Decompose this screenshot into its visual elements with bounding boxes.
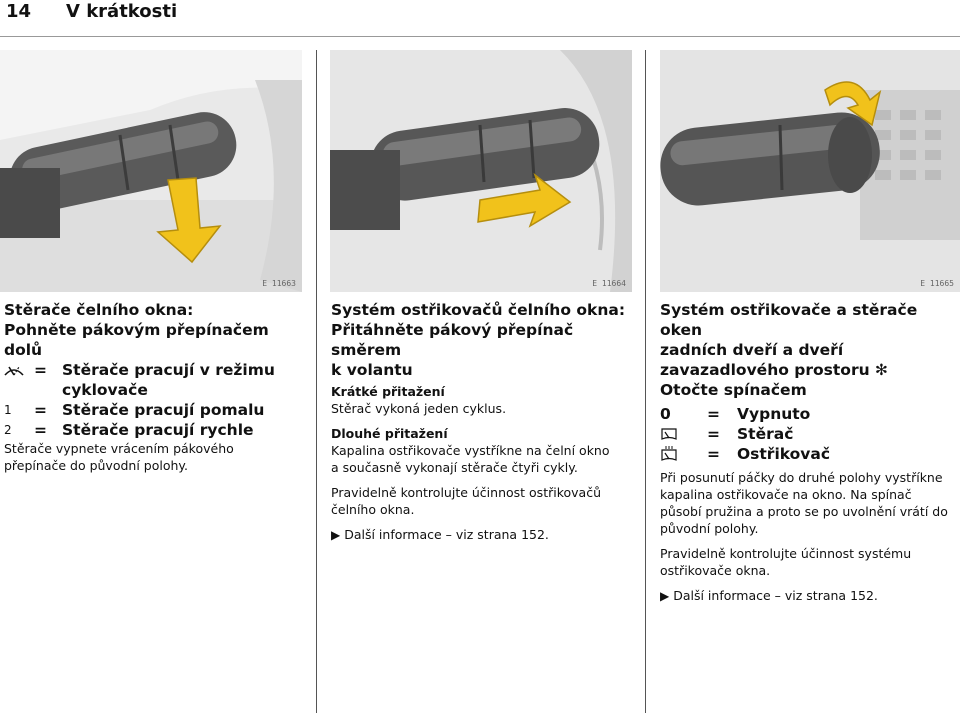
long-pull-text: Kapalina ostřikovače vystříkne na čelní okno — [331, 443, 610, 458]
long-pull-title: Dlouhé přitažení — [331, 426, 448, 441]
check-text: Pravidelně kontrolujte účinnost ostřikovačů — [331, 485, 601, 500]
photo-stalk-pull — [330, 50, 632, 292]
section-heading: Stěrače čelního okna: — [4, 301, 194, 319]
short-pull-title: Krátké přitažení — [331, 384, 445, 399]
section-rear-wiper — [660, 300, 956, 605]
check-text: Pravidelně kontrolujte účinnost systému — [660, 546, 912, 561]
header-rule — [0, 36, 960, 37]
info-text: Při posunutí páčky do druhé polohy vystříkne — [660, 470, 943, 485]
section-heading: zadních dveří a dveří — [660, 341, 844, 359]
section-heading: zavazadlového prostoru ✻ — [660, 361, 889, 379]
section-heading: Pohněte pákovým přepínačem dolů — [4, 321, 269, 359]
section-heading: k volantu — [331, 361, 413, 379]
page-title: V krátkosti — [66, 1, 178, 22]
wiper-option-interval: = Stěrače pracují v režimu cyklovače — [4, 360, 304, 400]
info-text: působí pružina a proto se po uvolnění vrátí do — [660, 504, 948, 519]
page-number: 14 — [6, 1, 32, 22]
more-info-link: ▶ Další informace – viz strana 152. — [331, 527, 549, 542]
image-code: E 11664 — [592, 279, 626, 288]
section-heading: Přitáhněte pákový přepínač směrem — [331, 321, 574, 359]
photo-rotate-switch — [660, 50, 960, 292]
section-windscreen-washer — [331, 300, 631, 544]
column-divider — [316, 50, 317, 713]
wiper-option-slow: 1 = Stěrače pracují pomalu — [4, 401, 265, 419]
more-info-link: ▶ Další informace – viz strana 152. — [660, 588, 878, 603]
long-pull-text: a současně vykonají stěrače čtyři cykly. — [331, 460, 578, 475]
triangle-right-icon: ▶ — [331, 528, 341, 542]
asterisk-icon: ✻ — [875, 361, 889, 379]
rear-wiper-icon — [660, 424, 707, 444]
rear-washer-icon — [660, 444, 707, 464]
rear-option-washer: = Ostřikovač — [660, 444, 956, 464]
section-windscreen-wipers — [4, 300, 304, 474]
check-text: čelního okna. — [331, 502, 415, 517]
info-text: kapalina ostřikovače na okno. Na spínač — [660, 487, 912, 502]
image-code: E 11663 — [262, 279, 296, 288]
info-text: původní polohy. — [660, 521, 759, 536]
section-heading: Otočte spínačem — [660, 381, 807, 399]
rear-option-wiper: = Stěrač — [660, 424, 956, 444]
page-header — [0, 0, 960, 26]
note-text: přepínače do původní polohy. — [4, 458, 188, 473]
wiper-option-fast: 2 = Stěrače pracují rychle — [4, 421, 254, 439]
rear-option-off: 0 = Vypnuto — [660, 405, 811, 423]
column-divider — [645, 50, 646, 713]
short-pull-text: Stěrač vykoná jeden cyklus. — [331, 401, 507, 416]
section-heading: Systém ostřikovačů čelního okna: — [331, 301, 626, 319]
photo-stalk-down — [0, 50, 302, 292]
triangle-right-icon: ▶ — [660, 589, 670, 603]
image-code: E 11665 — [920, 279, 954, 288]
section-heading: Systém ostřikovače a stěrače oken — [660, 301, 918, 339]
check-text: ostřikovače okna. — [660, 563, 771, 578]
wiper-interval-icon — [4, 360, 34, 380]
note-text: Stěrače vypnete vrácením pákového — [4, 441, 234, 456]
